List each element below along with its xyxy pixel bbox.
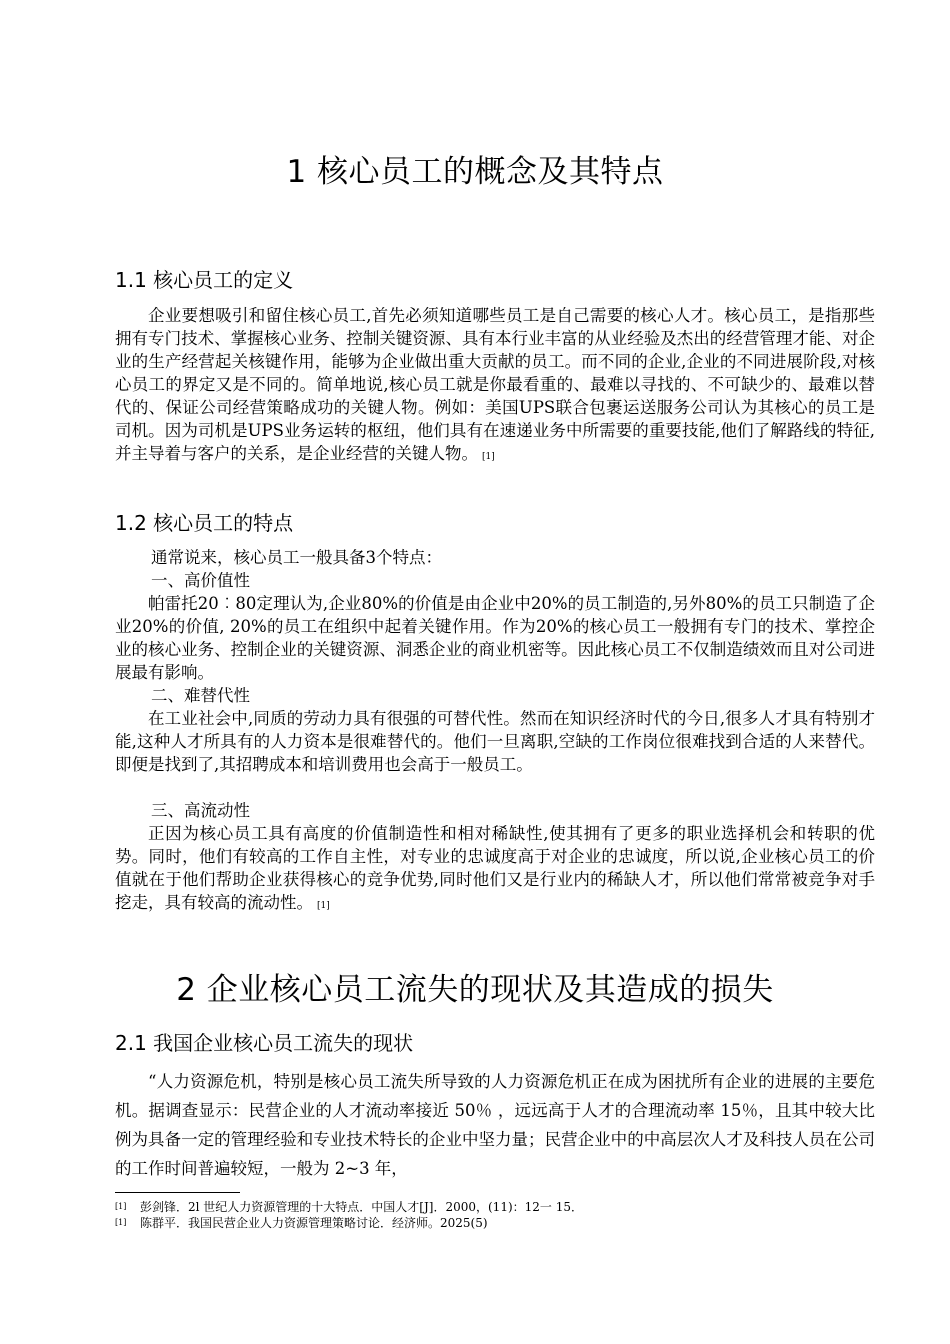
section-2-1-heading: 2.1 我国企业核心员工流失的现状 — [115, 1031, 414, 1055]
section-1-2-intro: 通常说来，核心员工一般具备3个特点： — [151, 548, 442, 567]
footnote-text: 彭剑锋．2l 世纪人力资源管理的十大特点．中国人才[J]．2000，(11)：12一 15． — [140, 1200, 583, 1214]
footnote-mark: [1] — [115, 1218, 127, 1227]
trait-3-title: 三、高流动性 — [151, 801, 250, 820]
trait-1-title: 一、高价值性 — [151, 571, 250, 590]
section-2-1-body: “人力资源危机，特别是核心员工流失所导致的人力资源危机正在成为困扰所有企业的进展的主要危机。据调查显示：民营企业的人才流动率接近 50％ ，远远高于人才的合理流动率 15％，且其中较大比例为具备一定的管理经验和专业技术特长的企业中坚力量；民营企业中的中高层次人才及科技人员在公司的工作时间普遍较短，一般为 2~3 年， — [115, 1072, 875, 1178]
section-1-2-heading: 1.2 核心员工的特点 — [115, 511, 294, 535]
trait-2-title: 二、难替代性 — [151, 686, 250, 705]
trait-1-body: 帕雷托20︰80定理认为,企业80%的价值是由企业中20%的员工制造的,另外80%的员工只制造了企业20%的价值, 20%的员工在组织中起着关键作用。作为20%的核心员工一般拥有专门的技术、掌控企业的核心业务、控制企业的关键资源、洞悉企业的商业机密等。因此核心员工不仅制造绩效而且对公司进展最有影响。 — [115, 594, 875, 682]
footnote-ref[interactable]: [1] — [317, 901, 330, 911]
footnote-1 — [115, 1199, 583, 1215]
footnote-2 — [115, 1215, 488, 1231]
section-1-1-heading: 1.1 核心员工的定义 — [115, 268, 294, 292]
trait-2-body: 在工业社会中,同质的劳动力具有很强的可替代性。然而在知识经济时代的今日,很多人才具有特别才能,这种人才所具有的人力资本是很难替代的。他们一旦离职,空缺的工作岗位很难找到合适的人来替代。即便是找到了,其招聘成本和培训费用也会高于一般员工。 — [115, 709, 875, 774]
footnote-text: 陈群平．我国民营企业人力资源管理策略讨论．经济师。2025(5) — [140, 1216, 488, 1230]
footnote-ref[interactable]: [1] — [482, 452, 495, 462]
section-1-1-body — [115, 304, 875, 469]
section-1-1-text: 企业要想吸引和留住核心员工,首先必须知道哪些员工是自己需要的核心人才。核心员工，是指那些拥有专门技术、掌握核心业务、控制关键资源、具有本行业丰富的从业经验及杰出的经营管理才能、对企业的生产经营起关核键作用，能够为企业做出重大贡献的员工。而不同的企业,企业的不同进展阶段,对核心员工的界定又是不同的。简单地说,核心员工就是你最看重的、最难以寻找的、不可缺少的、最难以替代的、保证公司经营策略成功的关键人物。例如：美国UPS联合包裹运送服务公司认为其核心的员工是司机。因为司机是UPS业务运转的枢纽，他们具有在速递业务中所需要的重要技能,他们了解路线的特征,并主导着与客户的关系，是企业经营的关键人物。 — [115, 306, 875, 463]
chapter-2-title: 2 企业核心员工流失的现状及其造成的损失 — [176, 972, 774, 1008]
footnote-mark: [1] — [115, 1202, 127, 1211]
trait-3-text: 正因为核心员工具有高度的价值制造性和相对稀缺性,使其拥有了更多的职业选择机会和转职的优势。同时，他们有较高的工作自主性，对专业的忠诚度高于对企业的忠诚度，所以说,企业核心员工的价值就在于他们帮助企业获得核心的竞争优势,同时他们又是行业内的稀缺人才，所以他们常常被竞争对手挖走，具有较高的流动性。 — [115, 824, 875, 912]
footnote-divider — [115, 1192, 240, 1193]
chapter-1-title: 1 核心员工的概念及其特点 — [286, 154, 664, 190]
trait-3-body — [115, 822, 875, 918]
